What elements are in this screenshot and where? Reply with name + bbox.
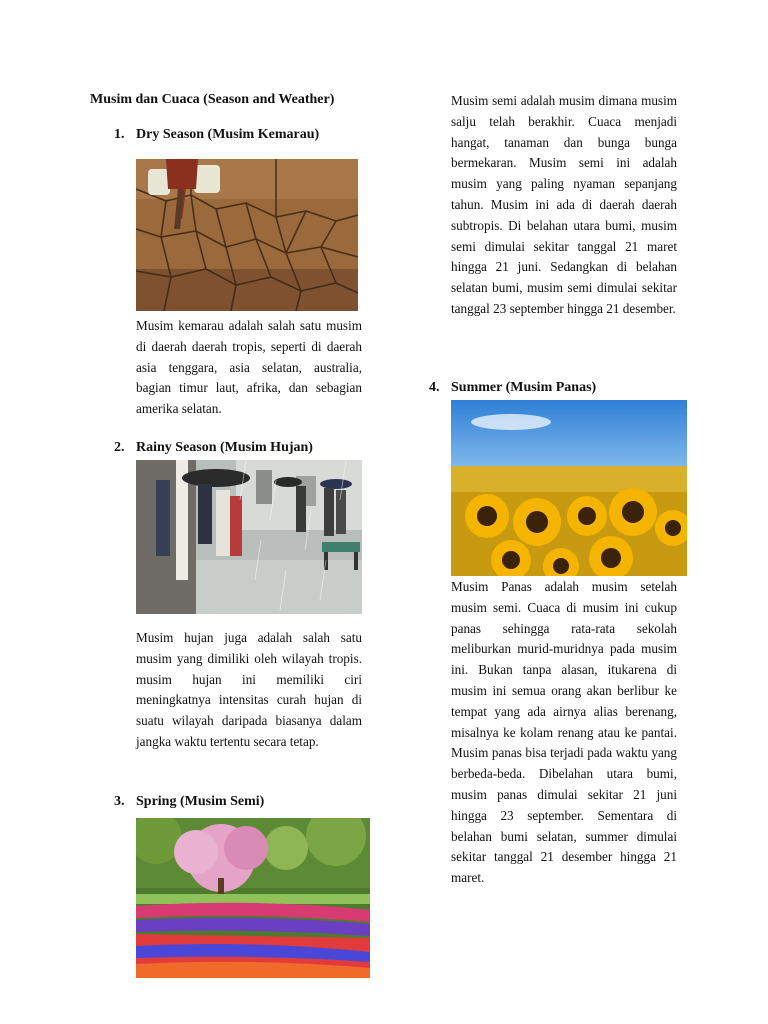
section-title: Rainy Season (Musim Hujan) — [136, 440, 313, 455]
section-heading-spring — [114, 794, 264, 810]
section-number: 1. — [114, 127, 125, 142]
dry-season-paragraph: Musim kemarau adalah salah satu musim di daerah daerah tropis, seperti di daerah asia tenggara, asia selatan, australia, bagian timur laut, afrika, dan sebagian amerika selatan. — [136, 318, 362, 417]
section-heading-summer — [429, 380, 596, 396]
section-heading-dry-season — [114, 127, 319, 143]
section-title: Summer (Musim Panas) — [451, 380, 597, 395]
section-number: 2. — [114, 440, 125, 455]
section-number: 3. — [114, 794, 125, 809]
section-title: Spring (Musim Semi) — [136, 794, 265, 809]
people-with-umbrellas-in-rain-photo — [136, 460, 362, 614]
summer-paragraph: Musim Panas adalah musim setelah musim semi. Cuaca di musim ini cukup panas sehingga rata-rata sekolah meliburkan murid-muridnya pada musim ini. Bukan tanpa alasan, itukarena di musim ini semua orang akan berlibur ke tempat yang ada airnya alias berenang, misalnya ke kolam renang atau ke pantai. Musim panas bisa terjadi pada waktu yang berbeda-beda. Dibelahan utara bumi, musim panas dimulai sekitar 21 juni hingga 23 september. Sementara di belahan bumi selatan, summer dimulai sekitar tanggal 21 desember hingga 21 maret. — [451, 579, 677, 886]
section-heading-rainy-season — [114, 440, 313, 456]
spring-paragraph: Musim semi adalah musim dimana musim salju telah berakhir. Cuaca menjadi hangat, tanaman dan bunga bunga bermekaran. Musim semi ini adalah musim yang paling nyaman sepanjang tahun. Musim ini ada di daerah daerah subtropis. Di belahan utara bumi, musim semi dimulai sekitar tanggal 21 maret hingga 21 juni. Sedangkan di belahan selatan bumi, musim semi dimulai sekitar tanggal 23 september hingga 21 desember. — [451, 93, 677, 316]
cracked-dry-earth-photo — [136, 159, 358, 311]
rainy-season-paragraph: Musim hujan juga adalah salah satu musim yang dimiliki oleh wilayah tropis. musim hujan ini memiliki ciri meningkatnya intensitas curah hujan di suatu wilayah daripada biasanya dalam jangka waktu tertentu secara tetap. — [136, 630, 362, 749]
page-title: Musim dan Cuaca (Season and Weather) — [90, 92, 335, 107]
section-title: Dry Season (Musim Kemarau) — [136, 127, 320, 142]
sunflower-field-photo — [451, 400, 687, 576]
blooming-flower-garden-photo — [136, 818, 370, 978]
section-number: 4. — [429, 380, 440, 395]
